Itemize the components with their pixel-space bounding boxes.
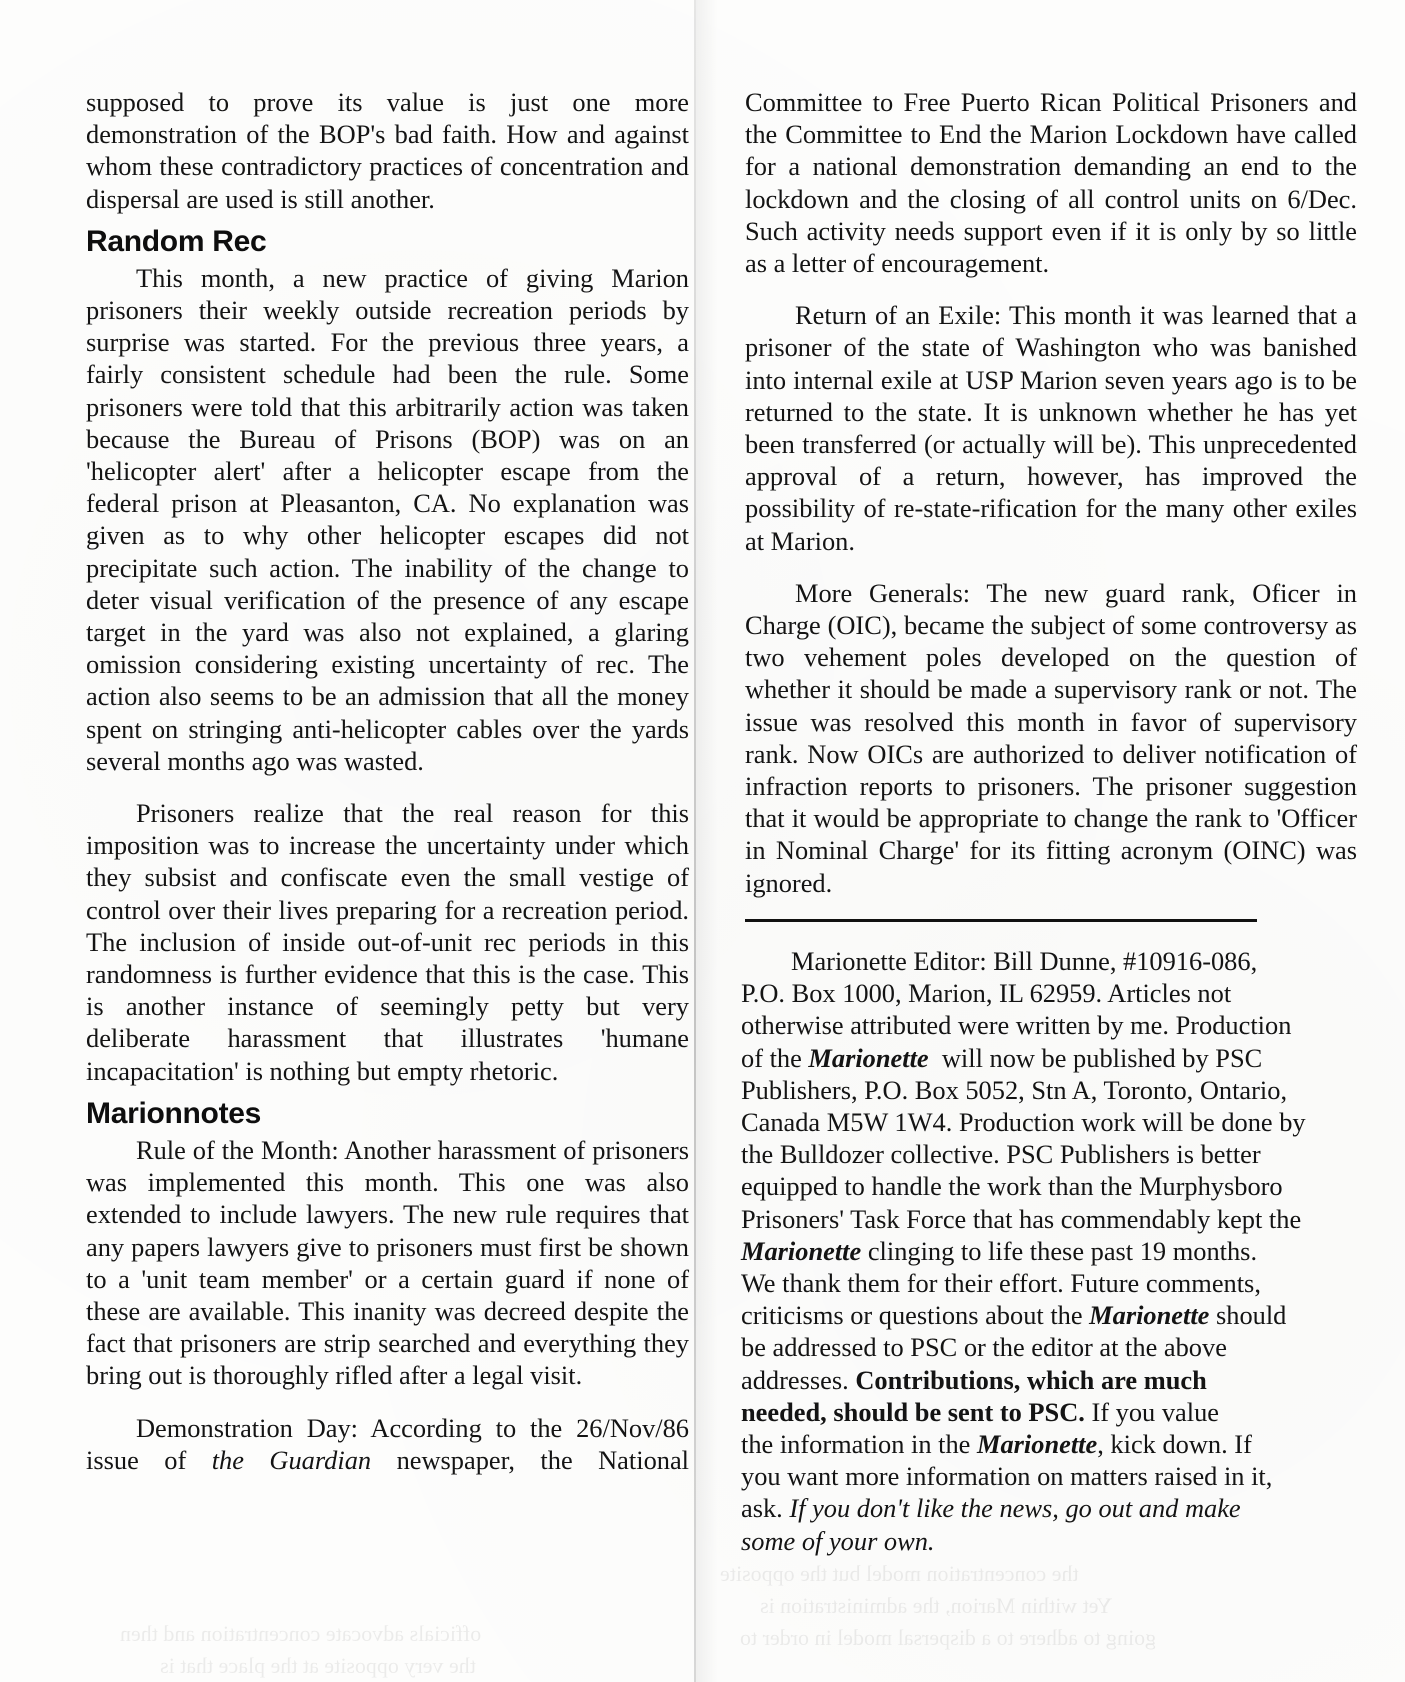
bleed-through-text: going to adhere to a dispersal model in order to xyxy=(740,1625,1157,1650)
editor-line: Canada M5W 1W4. Production work will be done by xyxy=(741,1107,1306,1138)
contributions-callout: needed, should be sent to PSC. xyxy=(741,1396,1085,1427)
section-heading-marionnotes: Marionnotes xyxy=(86,1096,262,1130)
editor-line xyxy=(741,1364,1321,1396)
publication-title-marionette: Marionette xyxy=(977,1429,1098,1460)
text-fragment: of the xyxy=(741,1042,809,1073)
editor-line: Prisoners' Task Force that has commendably kept the xyxy=(741,1203,1302,1234)
contributions-callout: Contributions, which are much xyxy=(855,1364,1207,1395)
page-fold-shadow xyxy=(696,0,718,1682)
bleed-through-text: the very opposite at the place that is xyxy=(160,1653,476,1678)
publication-title-marionette: Marionette xyxy=(808,1042,929,1073)
demonstration-day-tail: newspaper, the National xyxy=(371,1444,690,1475)
editor-line: you want more information on matters raised in it, xyxy=(741,1461,1273,1492)
editor-line: We thank them for their effort. Future comments, xyxy=(741,1268,1261,1299)
text-fragment: should xyxy=(1209,1300,1287,1331)
horizontal-divider xyxy=(745,919,1257,922)
intro-paragraph: supposed to prove its value is just one more demonstration of the BOP's bad faith. How and against whom these contradictory practices of concentration and dispersal are used is still another. xyxy=(86,87,689,214)
editor-line xyxy=(741,1492,1321,1524)
text-fragment: clinging to life these past 19 months. xyxy=(861,1235,1258,1266)
closing-slogan: If you don't like the news, go out and make xyxy=(789,1493,1241,1524)
left-column xyxy=(86,86,689,1476)
demonstration-day-lead: Demonstration Day: According to the 26/Nov/86 issue of xyxy=(86,1412,689,1475)
text-fragment: will now be published by PSC xyxy=(928,1042,1263,1073)
return-of-an-exile-paragraph: Return of an Exile: This month it was learned that a prisoner of the state of Washington who was banished into internal exile at USP Marion seven years ago is to be returned to the state. It is unknown whether he has yet been transferred (or actually will be). This unprecedented approval of a return, however, has improved the possibility of re-state-rification for the many other exiles at Marion. xyxy=(745,300,1357,556)
text-fragment: addresses. xyxy=(741,1364,856,1395)
more-generals-paragraph: More Generals: The new guard rank, Oficer in Charge (OIC), became the subject of some controversy as two vehement poles developed on the question of whether it should be made a supervisory rank or not. The issue was resolved this month in favor of supervisory rank. Now OICs are authorized to deliver notification of infraction reports to prisoners. The prisoner suggestion that it would be appropriate to change the rank to 'Officer in Nominal Charge' for its fitting acronym (OINC) was ignored. xyxy=(745,577,1357,898)
random-rec-paragraph-2: Prisoners realize that the real reason for this imposition was to increase the uncertainty under which they subsist and confiscate even the small vestige of control over their lives preparing for a recreation period. The inclusion of inside out-of-unit rec periods in this randomness is further evidence that this is the case. This is another instance of seemingly petty but very deliberate harassment that illustrates 'humane incapacitation' is nothing but empty rhetoric. xyxy=(86,798,689,1086)
editor-line: Marionette Editor: Bill Dunne, #10916-086, xyxy=(791,946,1258,976)
text-fragment: criticisms or questions about the xyxy=(741,1300,1090,1331)
text-fragment: ask. xyxy=(741,1493,790,1524)
continuation-paragraph: Committee to Free Puerto Rican Political Prisoners and the Committee to End the Marion Lockdown have called for a national demonstration demanding an end to the lockdown and the closing of all control units on 6/Dec. Such activity needs support even if it is only by so little as a letter of encouragement. xyxy=(745,87,1357,279)
editor-line xyxy=(741,1396,1321,1428)
editor-line: equipped to handle the work than the Murphysboro xyxy=(741,1171,1283,1202)
editor-line xyxy=(741,1235,1321,1267)
editor-line: the Bulldozer collective. PSC Publishers is better xyxy=(741,1139,1261,1170)
rule-of-the-month-paragraph: Rule of the Month: Another harassment of prisoners was implemented this month. This one was also extended to include lawyers. The new rule requires that any papers lawyers give to prisoners must first be shown to a 'unit team member' or a certain guard if none of these are available. This inanity was decreed despite the fact that prisoners are strip searched and everything they bring out is thoroughly rifled after a legal visit. xyxy=(86,1134,689,1391)
editor-line: be addressed to PSC or the editor at the above xyxy=(741,1332,1227,1363)
bleed-through-text: officials advocate concentration and then xyxy=(120,1621,482,1646)
publication-title-marionette: Marionette xyxy=(741,1235,862,1266)
text-fragment: , kick down. If xyxy=(1097,1429,1252,1460)
closing-slogan: some of your own. xyxy=(741,1525,935,1556)
editor-line: Publishers, P.O. Box 5052, Stn A, Toronto, Ontario, xyxy=(741,1074,1288,1105)
editor-line: otherwise attributed were written by me. Production xyxy=(741,1010,1292,1041)
bleed-through-text: the concentration model but the opposite xyxy=(720,1561,1079,1586)
editor-info-box xyxy=(741,945,1321,1557)
publication-title-marionette: Marionette xyxy=(1089,1300,1210,1331)
editor-line xyxy=(741,1428,1321,1460)
section-heading-random-rec: Random Rec xyxy=(86,224,267,258)
publication-title-guardian: the Guardian xyxy=(211,1444,372,1475)
right-column xyxy=(745,86,1357,944)
demonstration-day-paragraph xyxy=(86,1412,689,1476)
text-fragment: the information in the xyxy=(741,1429,977,1460)
bleed-through-text: Yet within Marion, the administration is xyxy=(760,1593,1113,1618)
editor-line xyxy=(741,1525,1321,1557)
editor-line xyxy=(741,1299,1321,1331)
editor-line xyxy=(741,1042,1321,1074)
random-rec-paragraph-1: This month, a new practice of giving Marion prisoners their weekly outside recreation periods by surprise was started. For the previous three years, a fairly consistent schedule had been the rule. Some prisoners were told that this arbitrarily action was taken because the Bureau of Prisons (BOP) was on an 'helicopter alert' after a helicopter escape from the federal prison at Pleasanton, CA. No explanation was given as to why other helicopter escapes did not precipitate such action. The inability of the change to deter visual verification of the presence of any escape target in the yard was also not explained, a glaring omission considering existing uncertainty of rec. The action also seems to be an admission that all the money spent on stringing anti-helicopter cables over the yards several months ago was wasted. xyxy=(86,262,689,776)
editor-line: P.O. Box 1000, Marion, IL 62959. Articles not xyxy=(741,978,1232,1009)
text-fragment: If you value xyxy=(1084,1396,1219,1427)
